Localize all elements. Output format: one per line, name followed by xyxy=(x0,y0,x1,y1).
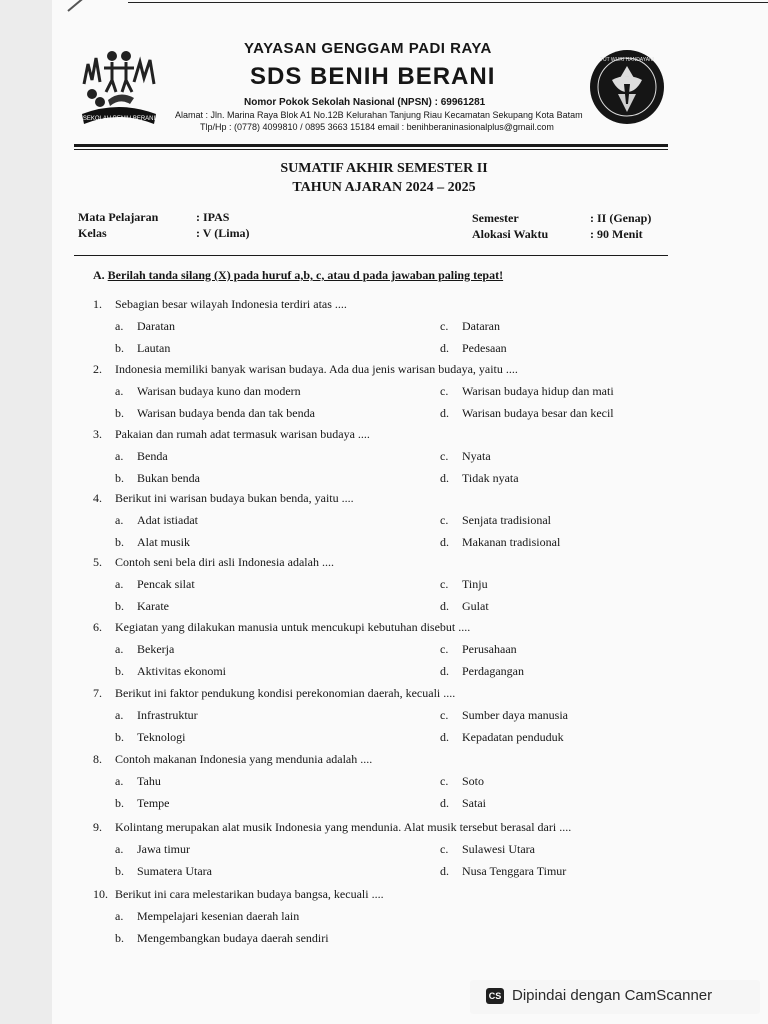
option-d xyxy=(440,535,560,550)
camscanner-label: Dipindai dengan CamScanner xyxy=(512,987,713,1004)
question-text: Indonesia memiliki banyak warisan budaya. Ada dua jenis warisan budaya, yaitu .... xyxy=(115,362,518,376)
option-text: Pencak silat xyxy=(137,577,195,591)
option-text: Bekerja xyxy=(137,642,175,656)
option-text: Teknologi xyxy=(137,730,186,744)
option-c xyxy=(440,577,488,592)
option-text: Tahu xyxy=(137,774,161,788)
option-letter[interactable]: d. xyxy=(440,796,449,810)
option-letter[interactable]: a. xyxy=(115,449,124,463)
question-number: 2. xyxy=(93,362,102,376)
camscanner-icon: CS xyxy=(486,988,504,1004)
option-d xyxy=(440,471,519,486)
option-d xyxy=(440,664,524,679)
question-text: Kegiatan yang dilakukan manusia untuk mencukupi kebutuhan disebut .... xyxy=(115,620,471,634)
option-letter[interactable]: d. xyxy=(440,535,449,549)
tut-wuri-handayani-logo-icon xyxy=(588,48,666,126)
option-letter[interactable]: d. xyxy=(440,864,449,878)
option-text: Adat istiadat xyxy=(137,513,198,527)
school-logo-text: SEKOLAH BENIH BERANI xyxy=(82,116,156,122)
school-logo-icon xyxy=(78,44,160,128)
option-letter[interactable]: b. xyxy=(115,931,124,945)
question-number: 3. xyxy=(93,427,102,441)
question-text: Sebagian besar wilayah Indonesia terdiri atas .... xyxy=(115,297,347,311)
meta-divider xyxy=(74,255,668,256)
option-c xyxy=(440,384,614,399)
option-letter[interactable]: a. xyxy=(115,319,124,333)
option-text: Benda xyxy=(137,449,168,463)
option-text: Soto xyxy=(462,774,485,788)
option-text: Sumatera Utara xyxy=(137,864,212,878)
option-b xyxy=(115,599,169,614)
question-number: 6. xyxy=(93,620,102,634)
option-b xyxy=(115,864,212,879)
option-letter[interactable]: c. xyxy=(440,774,449,788)
option-text: Tinju xyxy=(462,577,488,591)
option-letter[interactable]: d. xyxy=(440,599,449,613)
option-b xyxy=(115,406,315,421)
header-divider-thin xyxy=(74,149,668,150)
option-a xyxy=(115,577,195,592)
option-letter[interactable]: b. xyxy=(115,471,124,485)
option-text: Sumber daya manusia xyxy=(462,708,568,722)
section-a-instruction xyxy=(93,268,503,283)
option-letter[interactable]: b. xyxy=(115,535,124,549)
option-text: Satai xyxy=(462,796,486,810)
option-text: Dataran xyxy=(462,319,500,333)
exam-title: SUMATIF AKHIR SEMESTER II xyxy=(280,161,488,176)
question-text: Berikut ini cara melestarikan budaya bangsa, kecuali .... xyxy=(115,887,384,901)
option-text: Warisan budaya hidup dan mati xyxy=(462,384,614,398)
option-letter[interactable]: b. xyxy=(115,796,124,810)
option-c xyxy=(440,319,500,334)
school-name: SDS BENIH BERANI xyxy=(250,63,496,90)
option-letter[interactable]: d. xyxy=(440,341,449,355)
option-b xyxy=(115,535,190,550)
option-a xyxy=(115,909,299,924)
option-letter[interactable]: a. xyxy=(115,577,124,591)
option-text: Aktivitas ekonomi xyxy=(137,664,226,678)
npsn-line: Nomor Pokok Sekolah Nasional (NPSN) : 69961281 xyxy=(244,97,486,108)
option-letter[interactable]: c. xyxy=(440,513,449,527)
question-number: 8. xyxy=(93,752,102,766)
option-letter[interactable]: a. xyxy=(115,909,124,923)
option-text: Jawa timur xyxy=(137,842,190,856)
option-b xyxy=(115,730,186,745)
option-letter[interactable]: b. xyxy=(115,664,124,678)
question-text: Berikut ini faktor pendukung kondisi perekonomian daerah, kecuali .... xyxy=(115,686,456,700)
option-a xyxy=(115,319,175,334)
top-border-line xyxy=(128,2,768,3)
option-c xyxy=(440,513,551,528)
option-c xyxy=(440,774,484,789)
option-letter[interactable]: a. xyxy=(115,774,124,788)
class-value: : V (Lima) xyxy=(196,226,250,240)
question-text: Kolintang merupakan alat musik Indonesia yang mendunia. Alat musik tersebut berasal dari .... xyxy=(115,820,572,834)
question-text: Contoh makanan Indonesia yang mendunia adalah .... xyxy=(115,752,373,766)
option-text: Tidak nyata xyxy=(462,471,519,485)
question-text: Pakaian dan rumah adat termasuk warisan budaya .... xyxy=(115,427,370,441)
option-b xyxy=(115,471,200,486)
option-b xyxy=(115,931,329,946)
option-c xyxy=(440,642,517,657)
class-label: Kelas xyxy=(78,226,107,240)
section-text: Berilah tanda silang (X) pada huruf a,b, c, atau d pada jawaban paling tepat! xyxy=(107,268,504,282)
option-text: Mempelajari kesenian daerah lain xyxy=(137,909,300,923)
time-value: : 90 Menit xyxy=(590,227,643,241)
option-letter[interactable]: c. xyxy=(440,642,449,656)
option-text: Lautan xyxy=(137,341,171,355)
option-d xyxy=(440,406,614,421)
option-d xyxy=(440,796,486,811)
question-number: 1. xyxy=(93,297,102,311)
option-letter[interactable]: c. xyxy=(440,842,449,856)
option-c xyxy=(440,842,535,857)
option-letter[interactable]: a. xyxy=(115,384,124,398)
option-letter[interactable]: b. xyxy=(115,864,124,878)
subject-label: Mata Pelajaran xyxy=(78,210,159,224)
option-text: Warisan budaya besar dan kecil xyxy=(462,406,614,420)
option-b xyxy=(115,664,226,679)
question-number: 4. xyxy=(93,491,102,505)
address-line: Alamat : Jln. Marina Raya Blok A1 No.12B Kelurahan Tanjung Riau Kecamatan Sekupang Kota Batam xyxy=(175,110,583,120)
option-text: Alat musik xyxy=(137,535,190,549)
option-text: Nusa Tenggara Timur xyxy=(462,864,567,878)
option-letter[interactable]: b. xyxy=(115,341,124,355)
option-d xyxy=(440,864,566,879)
option-letter[interactable]: a. xyxy=(115,842,124,856)
exam-year: TAHUN AJARAN 2024 – 2025 xyxy=(292,180,476,195)
option-text: Mengembangkan budaya daerah sendiri xyxy=(137,931,329,945)
option-text: Nyata xyxy=(462,449,491,463)
option-letter[interactable]: c. xyxy=(440,449,449,463)
option-text: Perusahaan xyxy=(462,642,517,656)
option-letter[interactable]: c. xyxy=(440,319,449,333)
header-divider-thick xyxy=(74,144,668,147)
option-text: Perdagangan xyxy=(462,664,524,678)
foundation-name: YAYASAN GENGGAM PADI RAYA xyxy=(244,40,492,57)
option-letter[interactable]: d. xyxy=(440,406,449,420)
question-number: 10. xyxy=(93,887,108,901)
option-a xyxy=(115,449,168,464)
option-text: Tempe xyxy=(137,796,170,810)
tut-wuri-logo-text: TUT WURI HANDAYANI xyxy=(599,57,655,63)
semester-value: : II (Genap) xyxy=(590,211,652,225)
question-number: 9. xyxy=(93,820,102,834)
option-text: Bukan benda xyxy=(137,471,200,485)
option-d xyxy=(440,599,489,614)
option-text: Daratan xyxy=(137,319,175,333)
option-a xyxy=(115,384,301,399)
option-letter[interactable]: a. xyxy=(115,708,124,722)
question-number: 5. xyxy=(93,555,102,569)
option-a xyxy=(115,513,198,528)
option-b xyxy=(115,341,170,356)
semester-label: Semester xyxy=(472,211,519,225)
option-text: Gulat xyxy=(462,599,489,613)
option-a xyxy=(115,842,190,857)
option-letter[interactable]: a. xyxy=(115,642,124,656)
option-letter[interactable]: b. xyxy=(115,730,124,744)
option-letter[interactable]: c. xyxy=(440,708,449,722)
option-a xyxy=(115,774,161,789)
option-text: Infrastruktur xyxy=(137,708,198,722)
option-letter[interactable]: c. xyxy=(440,384,449,398)
contact-line: Tlp/Hp : (0778) 4099810 / 0895 3663 15184 email : benihberaninasionalplus@gmail.com xyxy=(200,122,554,132)
question-number: 7. xyxy=(93,686,102,700)
option-text: Warisan budaya kuno dan modern xyxy=(137,384,301,398)
option-letter[interactable]: a. xyxy=(115,513,124,527)
option-d xyxy=(440,341,507,356)
option-text: Karate xyxy=(137,599,169,613)
option-a xyxy=(115,708,198,723)
subject-value: : IPAS xyxy=(196,210,230,224)
option-text: Senjata tradisional xyxy=(462,513,551,527)
question-text: Berikut ini warisan budaya bukan benda, yaitu .... xyxy=(115,491,354,505)
option-letter[interactable]: d. xyxy=(440,730,449,744)
question-text: Contoh seni bela diri asli Indonesia adalah .... xyxy=(115,555,334,569)
option-letter[interactable]: b. xyxy=(115,599,124,613)
option-letter[interactable]: d. xyxy=(440,664,449,678)
time-label: Alokasi Waktu xyxy=(472,227,549,241)
option-text: Kepadatan penduduk xyxy=(462,730,564,744)
option-c xyxy=(440,708,568,723)
option-letter[interactable]: b. xyxy=(115,406,124,420)
option-letter[interactable]: c. xyxy=(440,577,449,591)
option-text: Sulawesi Utara xyxy=(462,842,535,856)
section-letter: A. xyxy=(93,268,105,282)
option-text: Warisan budaya benda dan tak benda xyxy=(137,406,315,420)
option-letter[interactable]: d. xyxy=(440,471,449,485)
option-d xyxy=(440,730,564,745)
option-text: Makanan tradisional xyxy=(462,535,561,549)
option-a xyxy=(115,642,174,657)
option-b xyxy=(115,796,169,811)
option-text: Pedesaan xyxy=(462,341,507,355)
option-c xyxy=(440,449,491,464)
